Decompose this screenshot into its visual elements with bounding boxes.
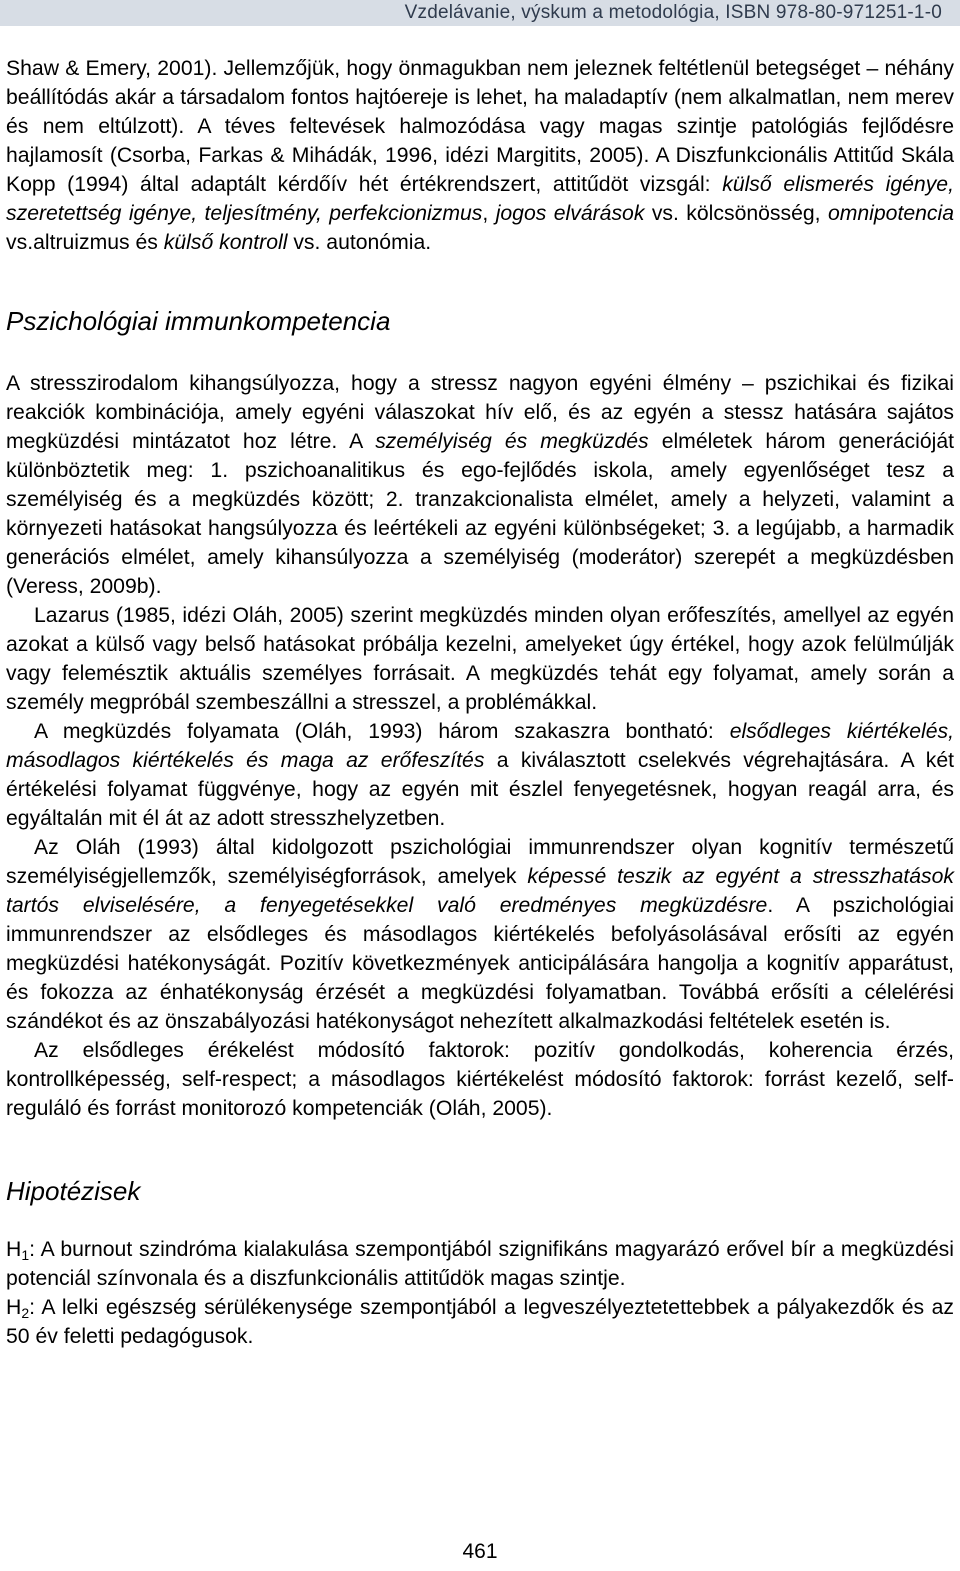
hypothesis-text: : A lelki egészség sérülékenysége szempontjából a legveszélyeztetettebbek a pályakezdők és az 50 év feletti pedagógusok.	[6, 1296, 954, 1348]
hypothesis-subscript: 2	[21, 1305, 30, 1321]
paragraph-factors: Az elsődleges érékelést módosító faktorok: pozitív gondolkodás, koherencia érzés, kontrollképesség, self-respect; a másodlagos kiértékelést módosító faktorok: forrást kezelő, self-reguláló és forrást monitorozó kompetenciák (Oláh, 2005).	[6, 1039, 954, 1120]
italic-run: elsődleges kiértékelés, másodlagos kiértékelés és maga az erőfeszítés	[6, 720, 955, 772]
document-body	[6, 54, 954, 1351]
page-number: 461	[462, 1540, 498, 1563]
text-run: elméletek három generációját különböztetik meg: 1. pszichoanalitikus és ego-fejlődés iskola, amely egyenlőséget tesz a személyiség és a megküzdés között; 2. tranzakcionalista elmélet, amely a helyzeti, valamint a környezeti hatásokat hangsúlyozza és leértékeli az egyéni különbségeket; 3. a legújabb, a harmadik generációs elmélet, amely kihansúlyozza a személyiség (moderátor) szerepét a megküzdésben (Veress, 2009b).	[6, 430, 954, 598]
text-run: vs. kölcsönösség,	[644, 202, 828, 225]
text-run: ,	[482, 202, 496, 225]
italic-run: képessé teszik az egyént a stresszhatások tartós elviselésére, a fenyegetésekkel való eredményes megküzdésre	[6, 865, 954, 917]
hypothesis-text: : A burnout szindróma kialakulása szempontjából szignifikáns magyarázó erővel bír a megküzdési potenciál színvonala és a diszfunkcionális attitűdök magas szintje.	[6, 1238, 954, 1290]
italic-run: jogos elvárások	[495, 202, 645, 225]
hypothesis-1	[6, 1235, 954, 1293]
hypothesis-label: H	[6, 1296, 22, 1319]
italic-run: omnipotencia	[827, 202, 954, 225]
paragraph-stress-literature	[6, 369, 954, 601]
text-run: A stresszirodalom kihangsúlyozza, hogy a stressz nagyon egyéni élmény – pszichikai és fizikai reakciók kombinációja, amely egyéni válaszokat hív elő, és az egyén a stessz hatására sajátos megküzdési mintázatot hoz létre. A	[6, 372, 954, 453]
text-run: vs. autonómia.	[287, 231, 432, 254]
paragraph-coping-process	[6, 717, 954, 833]
italic-run: külső elismerés igénye, szeretettség igénye, teljesítmény, perfekcionizmus	[6, 173, 954, 225]
section-heading-hipotezisek: Hipotézisek	[6, 1176, 141, 1206]
page-header: Vzdelávanie, výskum a metodológia, ISBN 978-80-971251-1-0	[0, 0, 960, 26]
hypothesis-2	[6, 1293, 954, 1351]
text-run: . A pszichológiai immunrendszer az elsődleges és másodlagos kiértékelés befolyásolásával erősíti az egyén megküzdési hatékonyságát. Pozitív következmények anticipálására hangolja a kognitív apparátust, és fokozza az énhatékonyság érzését a megküzdési folyamatban. Továbbá erősíti a célelérési szándékot és az önszabályozási hatékonyságot nehezített alkalmazkodási feltételek esetén is.	[6, 894, 954, 1033]
text-run: A megküzdés folyamata (Oláh, 1993) három szakaszra bontható:	[34, 720, 730, 743]
text-run: Shaw & Emery, 2001). Jellemzőjük, hogy önmagukban nem jeleznek feltétlenül betegséget – néhány beállítódás akár a társadalom fontos hajtóereje is lehet, ha maladaptív (nem alkalmatlan, nem merev és nem eltúlzott). A téves feltevések halmozódása vagy magas szintje patológiás fejlődésre hajlamosít (Csorba, Farkas & Mihádák, 1996, idézi Margitits, 2005). A Diszfunkcionális Attitűd Skála Kopp (1994) által adaptált kérdőív hét értékrendszert, attitűdöt vizsgál:	[6, 57, 954, 196]
paragraph-lazarus: Lazarus (1985, idézi Oláh, 2005) szerint megküzdés minden olyan erőfeszítés, amellyel az egyén azokat a külső vagy belső hatásokat próbálja kezelni, amelyeket úgy értékel, hogy azok felülmúlják vagy felemésztik aktuális személyes forrásait. A megküzdés tehát egy folyamat, amely során a személy megpróbál szembeszállni a stresszel, a problémákkal.	[6, 604, 954, 714]
hypothesis-subscript: 1	[21, 1247, 30, 1263]
italic-run: külső kontroll	[163, 231, 288, 254]
section-heading-immunkompetencia: Pszichológiai immunkompetencia	[6, 306, 391, 336]
hypothesis-label: H	[6, 1238, 22, 1261]
paragraph-immune-system	[6, 833, 954, 1036]
italic-run: személyiség és megküzdés	[375, 430, 649, 453]
text-run: a kiválasztott cselekvés végrehajtására. A két értékelési folyamat függvénye, hogy az egyén mit észlel fenyegetésnek, hogyan reagál arra, és egyáltalán mit él át az adott stresszhelyzetben.	[6, 749, 954, 830]
text-run: Az Oláh (1993) által kidolgozott pszichológiai immunrendszer olyan kognitív természetű személyiségjellemzők, személyiségforrások, amelyek	[6, 836, 954, 888]
intro-paragraph	[6, 54, 954, 257]
text-run: vs.altruizmus és	[6, 231, 164, 254]
